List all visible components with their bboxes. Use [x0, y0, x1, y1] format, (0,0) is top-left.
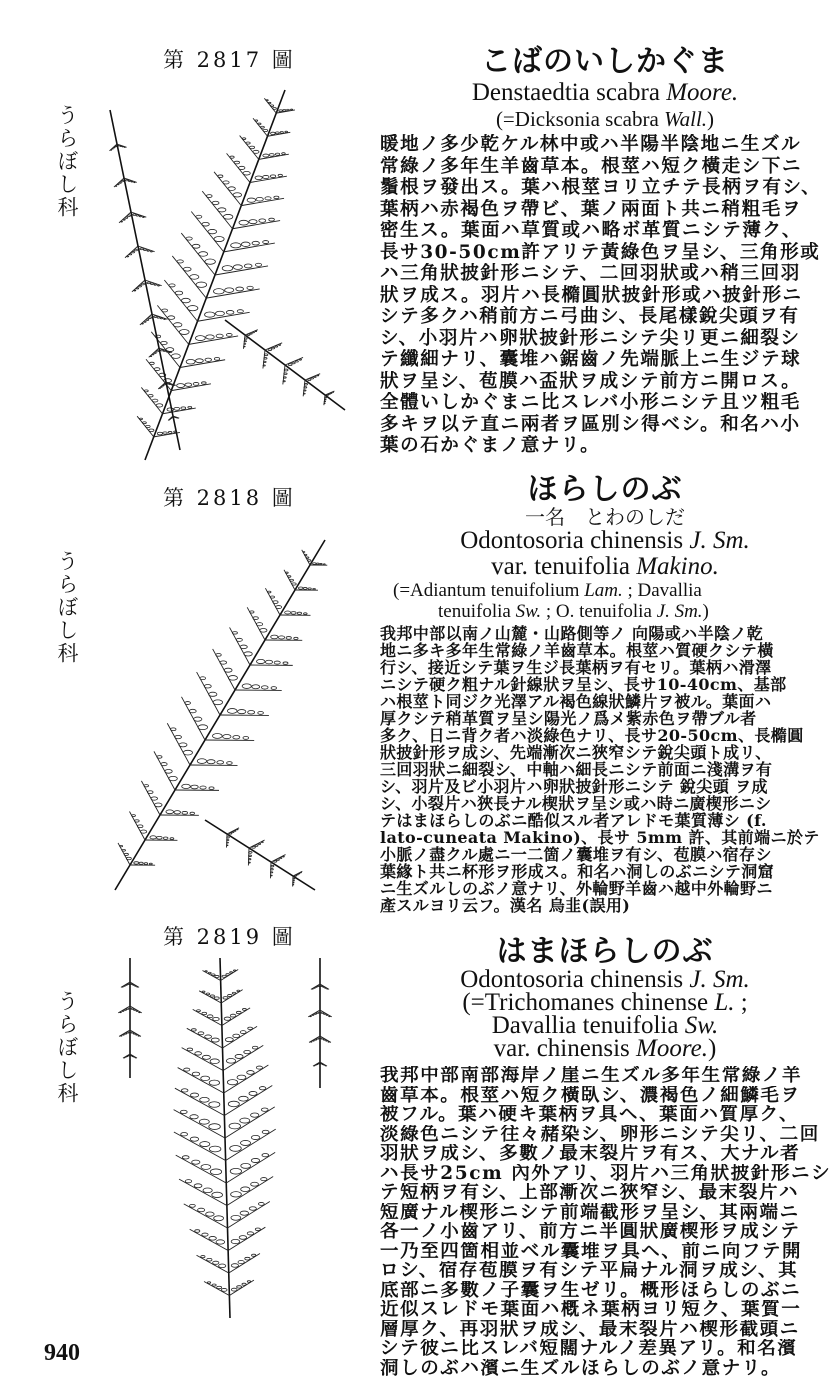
text-line: ニシテ硬ク粗ナル針線狀ヲ呈シ、長サ10-40cm、基部 — [380, 676, 787, 693]
text-line: 密生ス。葉面ハ草質或ハ略ボ革質ニシテ薄ク、 — [380, 220, 802, 241]
synonym-name: Davallia tenuifolia — [491, 1012, 679, 1039]
figure-label: 第 2817 圖 — [163, 48, 296, 72]
text-line: 厚クシテ稍革質ヲ呈シ陽光ノ爲メ紫赤色ヲ帶ブル者 — [380, 710, 757, 727]
description-text — [380, 625, 835, 914]
figure-label: 第 2818 圖 — [163, 486, 296, 510]
text-line: シ、小羽片ハ卵狀披針形ニシテ尖リ更ニ細裂シ — [380, 327, 801, 349]
figure-label: 第 2819 圖 — [163, 925, 296, 949]
synonym-close: ) — [707, 107, 715, 131]
author: Makino. — [636, 553, 719, 580]
japanese-name: はまほらしのぶ — [496, 934, 714, 969]
synonym-name: var. chinensis — [493, 1035, 630, 1062]
text-line: 葉の石かぐまノ意ナリ。 — [380, 435, 601, 456]
text-line: ロシ、宿存苞膜ヲ有シテ平扁ナル洞ヲ成シ、其 — [380, 1261, 799, 1281]
text-line: シ、羽片及ビ小羽片ハ卵狀披針形ニシテ 銳尖頭 ヲ成 — [380, 778, 768, 795]
synonym-cont — [375, 601, 835, 622]
text-line: シテ多クハ稍前方ニ弓曲シ、長尾樣銳尖頭ヲ有 — [380, 306, 800, 327]
synonym-close: ) — [708, 1035, 717, 1062]
text-line: 多キヲ以テ直ニ兩者ヲ區別シ得ベシ。和名ハ小 — [380, 413, 801, 435]
synonym — [375, 580, 835, 601]
text-line: 葉柄ハ赤褐色ヲ帶ビ、葉ノ兩面ト共ニ稍粗毛ヲ — [380, 198, 802, 220]
text-line: 我邦中部以南ノ山麓・山路側等ノ 向陽或ハ半陰ノ乾 — [380, 625, 764, 642]
description-text — [380, 134, 835, 457]
text-line: ハ三角狀披針形ニシテ、二回羽狀或ハ稍三回羽 — [380, 263, 801, 284]
text-line: シテ彼ニ比スレバ短闊ナルノ差異アリ。和名濱 — [380, 1339, 798, 1359]
synonym — [375, 1037, 835, 1060]
text-line: 羽狀ヲ成シ、多數ノ最末裂片ヲ有ス、大ナル者 — [380, 1144, 801, 1164]
text-line: 小脈ノ盡クル處ニ一二箇ノ囊堆ヲ有シ、苞膜ハ宿存シ — [380, 846, 772, 863]
genus-species: Denstaedtia scabra — [471, 79, 660, 106]
latin-name — [375, 968, 835, 991]
text-line: テ短柄ヲ有シ、上部漸次ニ狹窄シ、最末裂片ハ — [380, 1183, 800, 1203]
text-line: 狀ヲ成ス。羽片ハ長橢圓狀披針形或ハ披針形ニ — [380, 284, 803, 306]
text-line: 層厚ク、再羽狀ヲ成シ、最末裂片ハ楔形截頭ニ — [380, 1319, 800, 1339]
synonym-author: Wall. — [664, 107, 708, 131]
text-line: 暖地ノ多少乾ケル林中或ハ半陽半陰地ニ生ズル — [380, 134, 802, 155]
text-line: 近似スレドモ葉面ハ槪ネ葉柄ヨリ短ク、葉質一 — [380, 1300, 802, 1320]
synonym — [375, 108, 835, 131]
fern-illustration-2819 — [90, 948, 365, 1333]
entry-header — [375, 474, 835, 622]
text-line: 狀披針形ヲ成シ、先端漸次ニ狹窄シテ銳尖頭ト成リ、 — [380, 744, 772, 761]
fern-illustration-2818 — [85, 520, 370, 905]
text-line: 多ク、日ニ背ク者ハ淡綠色ナリ、長サ20-50cm、長橢圓 — [380, 727, 804, 744]
synonym-name: ; Davallia — [627, 580, 702, 601]
fern-pinna — [205, 820, 315, 890]
text-line: 各一ノ小齒アリ、前方ニ半圓狀廣楔形ヲ成シテ — [380, 1222, 801, 1242]
text-line: 產スルヨリ云フ。漢名 烏韭(誤用) — [380, 897, 631, 914]
text-line: シ、小裂片ハ狹長ナル楔狀ヲ呈シ或ハ時ニ廣楔形ニシ — [380, 795, 772, 812]
text-line: 葉緣ト共ニ杯形ヲ形成ス。和名ハ洞しのぶニシテ洞窟 — [380, 863, 775, 880]
synonym-author: Sw. — [515, 601, 542, 622]
variety: var. tenuifolia — [491, 553, 630, 580]
entry-header — [375, 936, 835, 1060]
text-line: 鬚根ヲ發出ス。葉ハ根莖ヨリ立チテ長柄ヲ有シ、 — [380, 177, 822, 198]
entry-header — [375, 44, 835, 131]
text-line: テはまほらしのぶニ酷似スル者アレドモ葉質薄シ (f. — [380, 812, 767, 829]
family-label: うらぼし科 — [55, 104, 79, 219]
text-line: 全體いしかぐまニ比スレバ小形ニシテ且ツ粗毛 — [380, 392, 801, 413]
genus-species: Odontosoria chinensis — [460, 527, 684, 554]
author: J. Sm. — [689, 527, 750, 554]
synonym-close: ) — [702, 601, 709, 622]
family-label: うらぼし科 — [55, 550, 79, 665]
fern-frond — [174, 958, 276, 1318]
genus-species: Odontosoria chinensis — [460, 966, 684, 993]
fern-stipe — [109, 110, 180, 450]
synonym-author: Moore. — [636, 1035, 708, 1062]
text-line: 一乃至四箇相並ベル囊堆ヲ具ヘ、前ニ向フテ開 — [380, 1241, 803, 1261]
fern-frond — [115, 540, 327, 890]
synonym-name: (=Trichomanes chinense — [462, 989, 709, 1016]
sorus-detail — [118, 958, 142, 1078]
japanese-name: こばのいしかぐま — [481, 44, 729, 79]
synonym-name: (=Dicksonia scabra — [495, 107, 659, 131]
page-number: 940 — [44, 1340, 80, 1366]
text-line: 短廣ナル楔形ニシテ前端截形ヲ呈シ、其兩端ニ — [380, 1202, 800, 1222]
latin-name — [375, 80, 835, 106]
synonym — [375, 991, 835, 1014]
latin-name — [375, 528, 835, 554]
text-line: 狀ヲ呈シ、苞膜ハ盃狀ヲ成シテ前方ニ開ロス。 — [380, 370, 802, 392]
synonym-name: (=Adiantum tenuifolium — [393, 580, 580, 601]
text-line: 長サ30-50cm許アリテ黃綠色ヲ呈シ、三角形或 — [380, 241, 821, 263]
alternate-name: 一名 とわのしだ — [525, 505, 685, 529]
fern-frond — [137, 90, 295, 460]
family-label: うらぼし科 — [55, 990, 79, 1105]
synonym-name: tenuifolia — [438, 601, 511, 622]
synonym-sep: ; — [740, 989, 748, 1016]
description-text — [380, 1066, 835, 1378]
text-line: 被フル。葉ハ硬キ葉柄ヲ具ヘ、葉面ハ質厚ク、 — [380, 1105, 800, 1125]
text-line: テ纖細ナリ、囊堆ハ鋸齒ノ先端脈上ニ生ジテ球 — [380, 349, 802, 370]
text-line: ニ生ズルしのぶノ意ナリ、外輪野羊齒ハ越中外輪野ニ — [380, 880, 773, 897]
text-line: 我邦中部南部海岸ノ崖ニ生ズル多年生常綠ノ羊 — [380, 1066, 803, 1086]
synonym — [375, 1014, 835, 1037]
japanese-name: ほらしのぶ — [527, 472, 683, 507]
synonym-author: Lam. — [584, 580, 623, 601]
synonym-author: L. — [714, 989, 735, 1016]
text-line: 底部ニ多數ノ子囊ヲ生ゼリ。概形ほらしのぶニ — [380, 1280, 802, 1300]
author: J. Sm. — [689, 966, 750, 993]
text-line: 齒草本。根莖ハ短ク橫臥シ、濃褐色ノ細鱗毛ヲ — [380, 1085, 801, 1105]
synonym-name: ; O. tenuifolia — [545, 601, 652, 622]
text-line: ハ根莖ト同ジク光澤アル褐色線狀鱗片ヲ被ル。葉面ハ — [380, 693, 772, 710]
text-line: 淡綠色ニシテ往々赭染シ、卵形ニシテ尖リ、二回 — [380, 1124, 820, 1144]
author: Moore. — [666, 79, 739, 106]
text-line: 洞しのぶハ濱ニ生ズルほらしのぶノ意ナリ。 — [380, 1358, 782, 1378]
fern-illustration-2817 — [85, 80, 370, 465]
synonym-author: Sw. — [684, 1012, 719, 1039]
fern-pinna — [225, 320, 345, 410]
text-line: 常綠ノ多年生羊齒草本。根莖ハ短ク橫走シ下ニ — [380, 155, 803, 177]
sorus-detail — [308, 958, 332, 1088]
text-line: ハ長サ25cm 內外アリ、羽片ハ三角狀披針形ニシ — [380, 1163, 832, 1183]
synonym-author: J. Sm. — [656, 601, 703, 622]
text-line: lato-cuneata Makino)、長サ 5mm 許、其前端ニ於テ — [380, 829, 820, 846]
text-line: 行シ、接近シテ葉ヲ生ジ長葉柄ヲ有セリ。葉柄ハ滑澤 — [380, 659, 772, 676]
latin-variety — [375, 554, 835, 580]
text-line: 三回羽狀ニ細裂シ、中軸ハ細長ニシテ前面ニ淺溝ヲ有 — [380, 761, 773, 778]
text-line: 地ニ多キ多年生常綠ノ羊齒草本。根莖ハ質硬クシテ橫 — [380, 642, 774, 659]
